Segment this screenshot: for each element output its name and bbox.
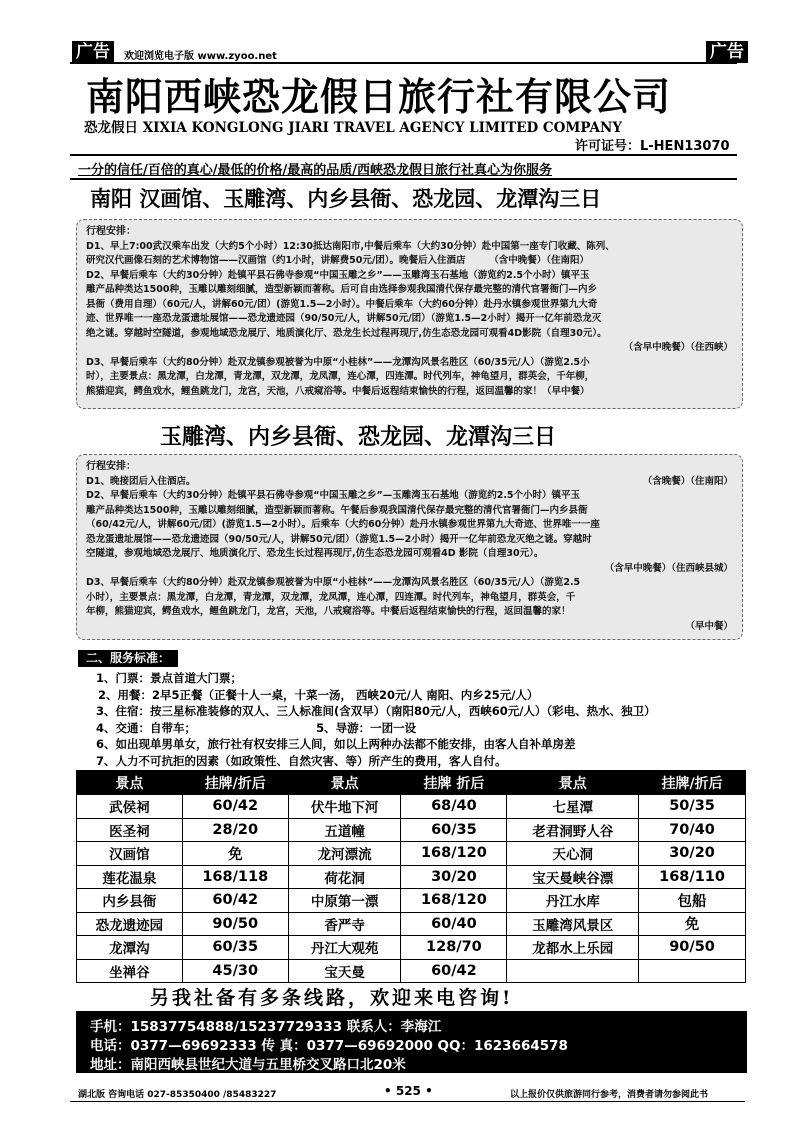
itinerary-line: 空隧道，参观地域恐龙展厅、地质演化厅、恐龙生长过程再现厅,仿生态恐龙园可观看4D 影院（自理30元）。 [86, 548, 544, 559]
attraction-cell: 坐禅谷 [77, 959, 183, 983]
footer-divider [70, 1101, 745, 1102]
ad-label-right: 广告 [706, 41, 748, 63]
footer-hotline: 湖北版 咨询电话 027-85350400 /85483227 [78, 1090, 277, 1100]
itinerary-line: 雕产品种类达1500种，玉雕以雕刻细腻，造型新颖而著称。后可自由选择参观我国清代保存最完整的清代官署衙门—内乡 [86, 284, 597, 295]
price-cell: 60/42 [182, 795, 288, 819]
contact-mobile[interactable]: 手机：15837754888/15237729333 联系人：李海江 [90, 1019, 442, 1035]
price-cell: 168/110 [639, 865, 746, 889]
table-row [77, 865, 746, 889]
attraction-cell: 宝天曼 [288, 959, 401, 983]
itinerary-line: 研究汉代画像石刻的艺术博物馆——汉画馆（约1小时，讲解费50元/团）。晚餐后入住酒店 （含中晚餐）（住南阳） [86, 255, 590, 266]
itinerary-line: 时），主要景点：黑龙潭，白龙潭，青龙潭，双龙潭，龙凤潭，连心潭，四连潭。时代列车，神龟望月，群英会，千年柳， [86, 371, 595, 382]
table-row [77, 959, 746, 983]
price-cell: 30/20 [401, 865, 507, 889]
table-header: 挂牌/折后 [182, 771, 288, 795]
price-table [76, 770, 746, 983]
header-divider [70, 154, 737, 156]
itinerary-line: （60/42元/人，讲解60元/团）(游览1.5—2小时）。后乘车（大约60分钟）赴丹水镇参观世界第九大奇迹、世界唯一一座 [86, 519, 600, 530]
price-cell: 60/42 [401, 959, 507, 983]
slogan-divider [70, 178, 737, 180]
contact-phone[interactable]: 电话：0377—69692333 传 真：0377—69692000 QQ：1623664578 [90, 1038, 568, 1054]
route2-title: 玉雕湾、内乡县衙、恐龙园、龙潭沟三日 [160, 425, 557, 450]
attraction-cell: 七星潭 [507, 795, 639, 819]
ad-label-left: 广告 [72, 41, 114, 63]
table-row [77, 912, 746, 936]
itinerary-line: D1、早上7:00武汉乘车出发（大约5个小时）12:30抵达南阳市,中餐后乘车（大约30分钟）赴中国第一座专门收藏、陈列、 [86, 240, 615, 252]
price-cell: 60/35 [401, 818, 507, 842]
attraction-cell: 天心洞 [507, 842, 639, 866]
table-header-row [77, 771, 746, 795]
itinerary-line: 雕产品种类达1500种，玉雕以雕刻细腻，造型新颖而著称。午餐后参观我国清代保存最完整的清代官署衙门—内乡县衙 [86, 504, 588, 516]
service-item: 7、人力不可抗拒的因素（如政策性、自然灾害、等）所产生的费用，客人自付。 [96, 753, 507, 768]
attraction-cell: 荷花洞 [288, 865, 401, 889]
attraction-cell: 莲花温泉 [77, 865, 183, 889]
price-cell: 168/120 [401, 889, 507, 913]
service-item: 6、如出现单男单女，旅行社有权安排三人间，如以上两种办法都不能安排，由客人自补单房差 [96, 737, 576, 751]
price-cell: 90/50 [182, 912, 288, 936]
table-header: 景点 [507, 771, 639, 795]
attraction-cell: 伏牛地下河 [288, 795, 401, 819]
contact-address: 地址：南阳西峡县世纪大道与五里桥交叉路口北20米 [90, 1057, 406, 1073]
itinerary-line: D3、早餐后乘车（大约80分钟）赴双龙镇参观被誉为中原“小桂林”——龙潭沟风景名胜区（60/35元/人）（游览2.5 [86, 577, 581, 588]
attraction-cell: 中原第一漂 [288, 889, 401, 913]
itinerary-line: D2、早餐后乘车（大约30分钟）赴镇平县石佛寺参观“中国玉雕之乡”——玉雕湾玉石基地（游览约2.5个小时）镇平玉 [86, 269, 590, 281]
route2-itinerary [76, 454, 743, 640]
attraction-cell: 香严寺 [288, 912, 401, 936]
attraction-cell: 龙潭沟 [77, 936, 183, 960]
itinerary-line: D3、早餐后乘车（大约80分钟）赴双龙镇参观被誉为中原“小桂林”——龙潭沟风景名胜区（60/35元/人）（游览2.5小 [86, 356, 590, 368]
route1-itinerary [76, 219, 743, 409]
itinerary-line: 绝之谜。穿越时空隧道，参观地域恐龙展厅、地质演化厅、恐龙生长过程再现厅,仿生态恐龙园可观看4D影院（自理30元）。 [86, 327, 607, 339]
price-cell: 45/30 [182, 959, 288, 983]
site-url[interactable]: 欢迎浏览电子版 www.zyoo.net [124, 51, 277, 62]
price-cell: 168/118 [182, 865, 288, 889]
attraction-cell [507, 959, 639, 983]
table-row [77, 842, 746, 866]
company-name: 南阳西峡恐龙假日旅行社有限公司 [86, 74, 672, 119]
route2-d1-meals: （含晚餐）（住南阳） [642, 475, 733, 487]
price-cell: 50/35 [639, 795, 746, 819]
service-item: 4、交通：自带车； 5、导游：一团一设 [96, 720, 417, 735]
service-title: 二、服务标准： [78, 650, 178, 667]
attraction-cell: 玉雕湾风景区 [507, 912, 639, 936]
price-cell: 30/20 [639, 842, 746, 866]
page-number: • 525 • [384, 1084, 433, 1098]
attraction-cell: 龙都水上乐园 [507, 936, 639, 960]
table-row [77, 889, 746, 913]
itinerary-line: 迹、世界唯一一座恐龙蛋遗址展馆——恐龙遗迹园（90/50元/人，讲解50元/团）（游览1.5—2小时）揭开一亿年前恐龙灭 [86, 313, 602, 324]
table-header: 挂牌/折后 [639, 771, 746, 795]
license-number: 许可证号：L-HEN13070 [575, 139, 730, 154]
attraction-cell: 丹江水库 [507, 889, 639, 913]
route1-heading: 行程安排： [86, 226, 136, 237]
attraction-cell: 龙河漂流 [288, 842, 401, 866]
attraction-cell: 汉画馆 [77, 842, 183, 866]
slogan: 一分的信任/百倍的真心/最低的价格/最高的品质/西峡恐龙假日旅行社真心为你服务 [78, 163, 552, 178]
price-cell: 免 [182, 842, 288, 866]
table-row [77, 818, 746, 842]
closing-line: 另我社备有多条线路，欢迎来电咨询! [150, 987, 514, 1009]
route2-d3-meals: （早中餐） [685, 620, 733, 632]
price-cell: 70/40 [639, 818, 746, 842]
price-cell: 60/35 [182, 936, 288, 960]
table-row [77, 795, 746, 819]
service-item: 3、住宿：按三星标准装修的双人、三人标准间(含双早）（南阳80元/人，西峡60元/人）（彩电、热水、独卫） [96, 704, 656, 718]
table-header: 景点 [288, 771, 401, 795]
table-row [77, 936, 746, 960]
route1-title: 南阳 汉画馆、玉雕湾、内乡县衙、恐龙园、龙潭沟三日 [90, 187, 602, 211]
service-list [96, 670, 656, 769]
attraction-cell: 丹江大观苑 [288, 936, 401, 960]
price-cell: 60/40 [401, 912, 507, 936]
attraction-cell: 武侯祠 [77, 795, 183, 819]
itinerary-line: D2、早餐后乘车（大约30分钟）赴镇平县石佛寺参观“中国玉雕之乡”—玉雕湾玉石基地（游览约2.5个小时）镇平玉 [86, 490, 581, 501]
price-cell: 免 [639, 912, 746, 936]
price-cell: 包船 [639, 889, 746, 913]
route1-d2-meals: （含早中晚餐）（住西峡） [623, 342, 733, 353]
itinerary-line: 恐龙蛋遗址展馆——恐龙遗迹园（90/50元/人，讲解50元/团）（游览1.5—2小时）揭开一亿年前恐龙灭绝之谜。穿越时 [86, 533, 592, 545]
company-english-name: 恐龙假日 XIXIA KONGLONG JIARI TRAVEL AGENCY LIMITED COMPANY [84, 120, 622, 136]
route2-heading: 行程安排： [86, 461, 136, 472]
footer-disclaimer: 以上报价仅供旅游同行参考，消费者请勿参阅此书 [510, 1090, 709, 1100]
price-cell: 28/20 [182, 818, 288, 842]
contact-block [76, 1011, 747, 1073]
attraction-cell: 五道幢 [288, 818, 401, 842]
attraction-cell: 医圣祠 [77, 818, 183, 842]
price-cell: 128/70 [401, 936, 507, 960]
price-cell: 68/40 [401, 795, 507, 819]
table-header: 景点 [77, 771, 183, 795]
price-cell: 168/120 [401, 842, 507, 866]
attraction-cell: 老君洞野人谷 [507, 818, 639, 842]
itinerary-line: 小时），主要景点：黑龙潭，白龙潭，青龙潭，双龙潭，龙凤潭，连心潭，四连潭。时代列车，神龟望月，群英会，千 [86, 591, 576, 603]
price-cell: 90/50 [639, 936, 746, 960]
price-cell [639, 959, 746, 983]
route2-d2-meals: （含早中晚餐）（住西峡县城） [604, 562, 733, 574]
top-divider [70, 62, 737, 64]
itinerary-line: 年柳，熊猫迎宾，鳄鱼戏水，鲤鱼跳龙门，龙宫，天池，八戒窥浴等。中餐后返程结束愉快的行程，返回温馨的家！ [86, 606, 571, 617]
table-header: 挂牌 折后 [401, 771, 507, 795]
attraction-cell: 恐龙遗迹园 [77, 912, 183, 936]
itinerary-line: 县衙（费用自理）（60元/人，讲解60元/团）(游览1.5—2小时）。中餐后乘车（大约60分钟）赴丹水镇参观世界第九大奇 [86, 298, 598, 310]
attraction-cell: 内乡县衙 [77, 889, 183, 913]
price-cell: 60/42 [182, 889, 288, 913]
attraction-cell: 宝天曼峡谷漂 [507, 865, 639, 889]
route2-d1: D1、晚接团后入住酒店。 [86, 475, 196, 487]
itinerary-line: 熊猫迎宾，鳄鱼戏水，鲤鱼跳龙门，龙宫，天池，八戒窥浴等。中餐后返程结束愉快的行程，返回温馨的家！（早中餐） [86, 385, 590, 397]
service-item: 2、用餐：2早5正餐（正餐十人一桌，十菜一汤， 西峡20元/人 南阳、内乡25元/人） [98, 687, 539, 702]
service-item: 1、门票：景点首道大门票； [96, 671, 243, 685]
